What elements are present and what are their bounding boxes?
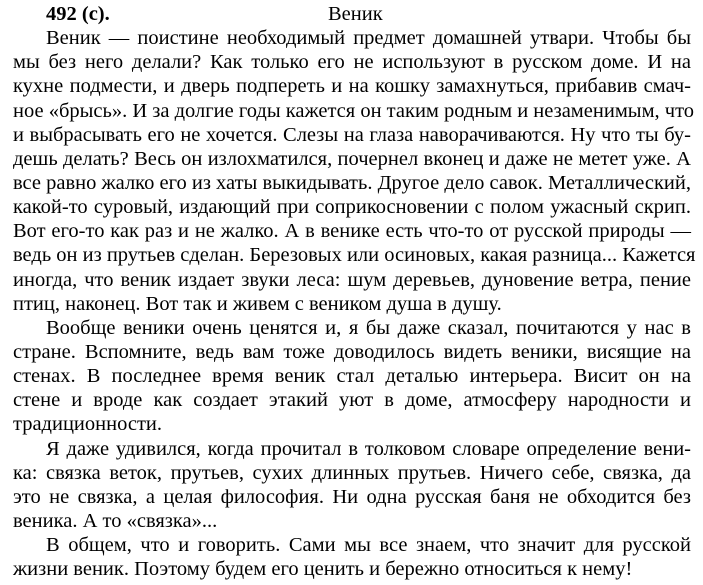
- text-line: птиц, наконец. Вот так и живем с веником душа в душу.: [13, 292, 502, 315]
- text-line: традиционности.: [13, 413, 163, 436]
- text-line: ка: связка веток, прутьев, сухих длинных прутьев. Ничего себе, связка, да: [13, 461, 691, 484]
- paragraph: [13, 26, 696, 316]
- text-line: стране. Вспомните, ведь вам тоже доводилось видеть веники, висящие на: [13, 340, 691, 363]
- text-line: мы без него делали? Как только его не используют в русском доме. И на: [13, 51, 691, 74]
- text-line: Я даже удивился, когда прочитал в толковом словаре определение вени-: [46, 437, 691, 460]
- text-line: и выбрасывать его не хочется. Слезы на глаза наворачиваются. Ну что ты бу-: [13, 123, 691, 146]
- exercise-header: [13, 2, 691, 26]
- text-line: ное «брысь». И за долгие годы кажется он таким родным и незаменимым, что: [13, 99, 695, 122]
- text-line: жизни веник. Поэтому будем его ценить и бережно относиться к нему!: [13, 558, 633, 581]
- text-line: дешь делать? Весь он излохматился, почернел вконец и даже не метет уже. А: [13, 147, 691, 170]
- text-line: веника. А то «связка»...: [13, 509, 218, 532]
- text-line: какой-то суровый, издающий при соприкосновении с полом ужасный скрип.: [13, 196, 691, 219]
- text-line: стенах. В последнее время веник стал деталью интерьера. Висит он на: [13, 365, 691, 388]
- text-line: все равно жалко его из хаты выкидывать. Другое дело савок. Металлический,: [13, 171, 692, 194]
- text-line: это не связка, а целая философия. Ни одна русская баня не обходится без: [13, 485, 691, 508]
- paragraph: [13, 437, 691, 534]
- text-line: стене и вроде как создает этакий уют в доме, атмосферу народности и: [13, 389, 691, 412]
- text-line: иногда, что веник издает звуки леса: шум деревьев, дуновение ветра, пение: [13, 268, 691, 291]
- text-title: Веник: [328, 3, 383, 25]
- text-line: Веник — поистине необходимый предмет домашней утвари. Чтобы бы: [46, 27, 691, 50]
- exercise-number: 492 (с).: [46, 3, 110, 25]
- text-line: кухне подмести, и дверь подпереть и на кошку замахнуться, прибавив смач-: [13, 75, 691, 98]
- paragraph: [13, 533, 691, 581]
- text-line: В общем, что и говорить. Сами мы все знаем, что значит для русской: [46, 534, 691, 557]
- text-line: Вообще веники очень ценятся и, я бы даже сказал, почитаются у нас в: [46, 316, 691, 339]
- body-text: [13, 26, 696, 581]
- paragraph: [13, 316, 691, 437]
- text-line: Вот его-то как раз и не жалко. А в венике есть что-то от русской природы —: [13, 220, 691, 243]
- text-line: ведь он из прутьев сделан. Березовых или осиновых, какая разница... Кажется: [13, 244, 696, 267]
- document-page: [13, 2, 696, 581]
